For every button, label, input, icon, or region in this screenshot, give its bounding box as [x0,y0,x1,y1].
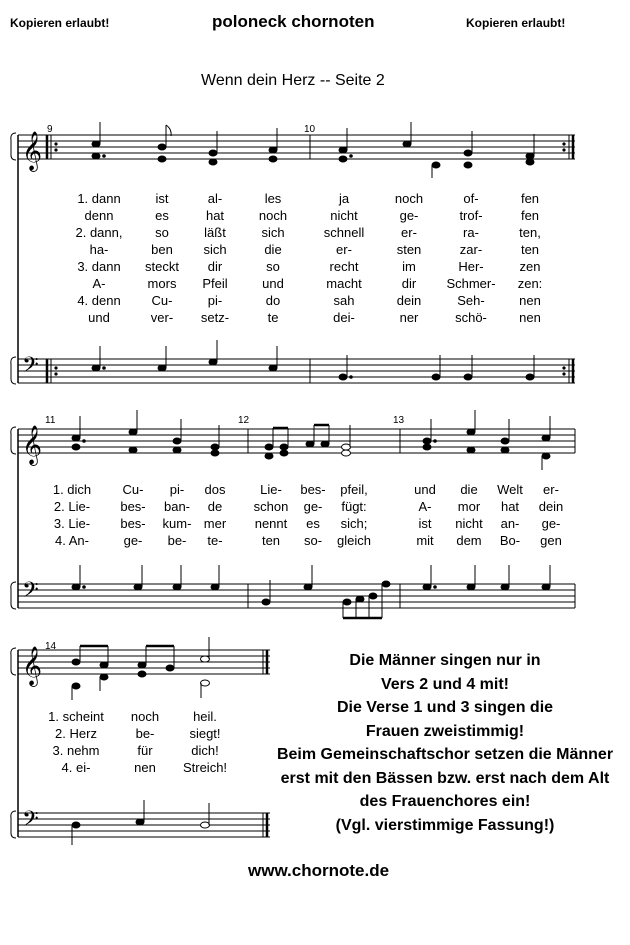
lyric-syllable: al- [207,191,223,206]
lyric-syllable: macht [326,276,362,291]
lyric-syllable: de [207,499,223,514]
lyric-syllable: dir [207,259,223,274]
lyric-syllable: sich [261,225,285,240]
lyric-syllable: so [266,259,280,274]
lyric-syllable: nennt [254,516,288,531]
lyric-syllable: er- [543,482,559,497]
lyric-syllable: te- [207,533,223,548]
lyric-syllable: te [267,310,279,325]
measure-number: 12 [238,415,250,426]
lyric-syllable: ten [261,533,281,548]
lyric-syllable: of- [463,191,479,206]
lyric-syllable: ja [338,191,350,206]
lyric-syllable: kum- [162,516,192,531]
lyric-syllable: Cu- [122,482,144,497]
lyric-syllable: mors [147,276,177,291]
lyric-syllable: bes- [120,499,146,514]
system-1-treble-staff [18,135,575,159]
system-2-treble-notes [72,410,550,470]
lyric-syllable: do [265,293,281,308]
lyric-syllable: dich! [191,743,219,758]
note-line: Beim Gemeinschaftschor setzen die Männer [276,746,614,763]
lyric-syllable: 3. Lie- [53,516,91,531]
lyric-syllable: schon [253,499,289,514]
lyric-syllable: be- [135,726,155,741]
note-line: Vers 2 und 4 mit! [380,675,510,693]
lyric-syllable: bes- [120,516,146,531]
lyric-syllable: mer [203,516,227,531]
lyric-syllable: sich; [340,516,368,531]
lyric-syllable: ist [418,516,432,531]
lyric-syllable: gleich [337,533,371,548]
note-line: Die Männer singen nur in [349,652,541,669]
lyric-syllable: die [264,242,282,257]
lyric-syllable: er- [336,242,352,257]
lyric-syllable: zar- [459,242,483,257]
lyric-syllable: ha- [89,242,109,257]
lyric-syllable: nicht [455,516,483,531]
lyric-syllable: Her- [458,259,484,274]
lyric-syllable: ge- [303,499,323,514]
lyric-syllable: dein [538,499,564,514]
lyric-syllable: dei- [333,310,355,325]
lyric-syllable: ban- [163,499,191,514]
lyric-syllable: ge- [399,208,419,223]
lyric-syllable: les [264,191,282,206]
note-line: Die Verse 1 und 3 singen die [336,699,554,716]
system-2-treble-staff [18,429,575,453]
system-1-bracket-top [11,133,16,160]
lyric-syllable: ben [151,242,173,257]
lyric-syllable: pfeil, [340,482,368,497]
lyric-syllable: es [155,208,169,223]
lyric-syllable: 3. dann [77,259,121,274]
lyric-syllable: bes- [300,482,326,497]
lyric-syllable: gen [540,533,562,548]
lyric-syllable: pi- [207,293,223,308]
lyric-syllable: nen [519,293,541,308]
lyric-syllable: dein [396,293,422,308]
lyric-syllable: denn [84,208,114,223]
lyric-syllable: schö- [455,310,487,325]
lyric-syllable: dir [401,276,417,291]
system-1-bracket-bottom [11,357,16,384]
lyric-syllable: sten [396,242,422,257]
page-title: Wenn dein Herz -- Seite 2 [201,72,385,89]
footer-url-link[interactable]: www.chornote.de [248,861,390,880]
lyric-syllable: schnell [323,225,365,240]
note-line: erst mit den Bässen bzw. erst nach dem Alt [280,769,610,787]
measure-number: 9 [47,124,53,135]
lyric-syllable: ge- [123,533,143,548]
lyric-syllable: recht [329,259,359,274]
lyric-syllable: Schmer- [446,276,496,291]
lyric-syllable: Streich! [182,760,228,775]
lyric-syllable: ist [155,191,169,206]
note-line: des Frauenchores ein! [359,793,531,810]
bass-clef-icon: 𝄢 [22,807,39,837]
system-2-bass-notes [72,565,550,618]
lyric-syllable: 1. dich [52,482,92,497]
lyric-syllable: setz- [200,310,230,325]
treble-clef-icon: 𝄞 [22,425,43,465]
copy-permission-right: Kopieren erlaubt! [466,16,566,30]
lyric-syllable: Bo- [499,533,521,548]
measure-number: 13 [393,415,405,426]
lyric-syllable: 1. scheint [48,709,104,724]
lyric-syllable: so- [303,533,323,548]
lyric-syllable: 2. dann, [75,225,123,240]
lyric-syllable: es [306,516,320,531]
lyric-syllable: ra- [463,225,479,240]
lyric-syllable: nen [519,310,541,325]
lyric-syllable: er- [401,225,417,240]
lyric-syllable: siegt! [189,726,221,741]
lyric-syllable: noch [394,191,424,206]
lyric-syllable: trof- [459,208,483,223]
performance-note [275,649,615,837]
lyric-syllable: sich [203,242,227,257]
lyric-syllable: ten [520,242,540,257]
copy-permission-left: Kopieren erlaubt! [10,16,110,30]
lyric-syllable: Cu- [151,293,173,308]
lyric-syllable: sah [333,293,355,308]
lyric-syllable: und [88,310,110,325]
lyric-syllable: fügt: [341,499,367,514]
lyric-syllable: Pfeil [202,276,228,291]
lyric-syllable: für [137,743,153,758]
lyric-syllable: nicht [330,208,358,223]
lyric-syllable: ge- [541,516,561,531]
treble-clef-icon: 𝄞 [22,131,43,171]
bass-clef-icon: 𝄢 [22,353,39,383]
lyric-syllable: zen: [517,276,543,291]
measure-number: 10 [304,124,316,135]
system-2-bass-staff [18,584,575,608]
lyric-syllable: so [155,225,169,240]
lyric-syllable: nen [134,760,156,775]
lyric-syllable: fen [520,191,540,206]
lyric-syllable: Seh- [457,293,485,308]
lyric-syllable: 4. An- [55,533,89,548]
lyric-syllable: be- [167,533,187,548]
lyric-syllable: ver- [150,310,174,325]
lyric-syllable: noch [130,709,160,724]
lyric-syllable: läßt [204,225,226,240]
system-1-bass-staff [18,359,575,383]
lyric-syllable: dem [456,533,482,548]
measure-number: 11 [45,415,56,426]
lyric-syllable: A- [418,499,432,514]
lyric-syllable: Lie- [260,482,282,497]
lyric-syllable: die [460,482,478,497]
note-line: Frauen zweistimmig! [365,722,525,740]
lyric-syllable: A- [92,276,106,291]
lyric-syllable: hat [205,208,225,223]
lyric-syllable: und [262,276,284,291]
lyric-syllable: 1. dann [77,191,121,206]
lyric-syllable: 4. denn [77,293,121,308]
lyric-syllable: 2. Herz [55,726,97,741]
lyric-syllable: 4. ei- [61,760,91,775]
lyric-syllable: noch [258,208,288,223]
treble-clef-icon: 𝄞 [22,646,43,686]
lyric-syllable: 2. Lie- [53,499,91,514]
lyric-syllable: im [402,259,416,274]
bass-clef-icon: 𝄢 [22,578,39,608]
lyric-syllable: mit [416,533,434,548]
lyric-syllable: hat [500,499,520,514]
measure-number: 14 [45,641,57,652]
site-title: poloneck chornoten [212,12,375,31]
lyric-syllable: ten, [519,225,541,240]
lyric-syllable: 3. nehm [52,743,100,758]
lyric-syllable: dos [204,482,226,497]
system-1-bass-notes [92,340,534,380]
lyric-syllable: mor [457,499,481,514]
lyric-syllable: heil. [193,709,217,724]
lyric-syllable: zen [519,259,541,274]
lyric-syllable: pi- [169,482,185,497]
lyric-syllable: fen [520,208,540,223]
lyric-syllable: steckt [145,259,179,274]
lyric-syllable: an- [500,516,520,531]
lyric-syllable: Welt [497,482,523,497]
lyric-syllable: und [414,482,436,497]
note-line: (Vgl. vierstimmige Fassung!) [335,816,555,834]
lyric-syllable: ner [399,310,419,325]
